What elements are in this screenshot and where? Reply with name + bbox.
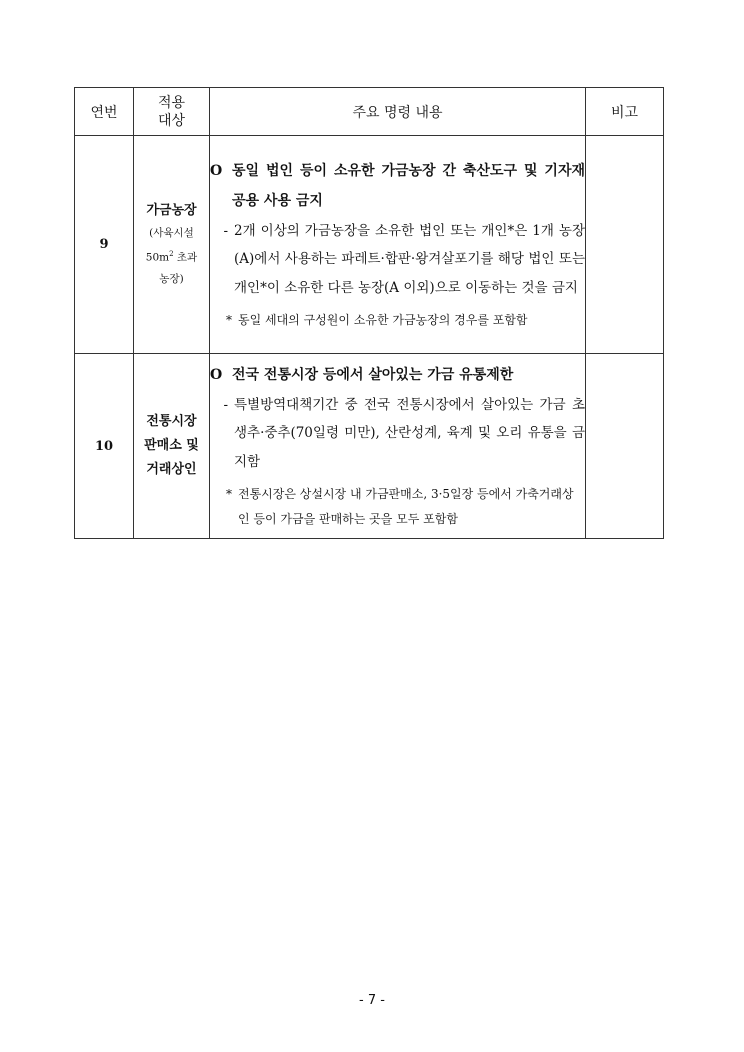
target-sub-1: (사육시설 (149, 227, 194, 240)
main-order (210, 360, 585, 390)
main-order-text: 전국 전통시장 등에서 살아있는 가금 유통제한 (232, 366, 514, 383)
header-row (75, 88, 664, 136)
target-sub-2-sup: 2 (169, 250, 174, 259)
table-row (75, 136, 664, 354)
header-remarks: 비고 (586, 88, 664, 136)
header-target-line2: 대상 (157, 112, 186, 129)
main-order-marker: O (210, 162, 223, 179)
main-order-text: 동일 법인 등이 소유한 가금농장 간 축산도구 및 기자재 공용 사용 금지 (232, 162, 585, 209)
header-no: 연번 (75, 88, 134, 136)
footnote (210, 482, 585, 532)
header-target (134, 88, 210, 136)
footnote-marker: * (226, 487, 232, 502)
sub-order-text: 2개 이상의 가금농장을 소유한 법인 또는 개인*은 1개 농장(A)에서 사용하는 파레트·합판·왕겨살포기를 해당 법인 또는 개인*이 소유한 다른 농장(A 이외)으로 이동하는 것을 금지 (234, 222, 585, 296)
row-target (134, 354, 210, 539)
table-row (75, 354, 664, 539)
row-target (134, 136, 210, 354)
sub-order (210, 217, 585, 303)
sub-order-marker: - (223, 222, 228, 239)
target-sub-3: 농장) (159, 272, 184, 285)
header-content: 주요 명령 내용 (210, 88, 586, 136)
target-line-3: 거래상인 (146, 462, 197, 477)
orders-table (74, 87, 664, 539)
row-number: 10 (75, 354, 134, 539)
footnote-text: 동일 세대의 구성원이 소유한 가금농장의 경우를 포함함 (238, 313, 528, 328)
main-order-marker: O (210, 366, 223, 383)
footnote-text: 전통시장은 상설시장 내 가금판매소, 3·5일장 등에서 가축거래상인 등이 가금을 판매하는 곳을 모두 포함함 (238, 487, 574, 527)
footnote (210, 308, 585, 333)
row-content (210, 136, 586, 354)
page-number: - 7 - (359, 993, 385, 1008)
sub-order-marker: - (223, 396, 228, 413)
footnote-marker: * (226, 313, 232, 328)
target-sub-2 (134, 244, 209, 269)
target-line-2: 판매소 및 (144, 438, 199, 453)
row-content (210, 354, 586, 539)
target-line-1: 전통시장 (146, 414, 197, 429)
target-sub-2-pre: 50m (145, 251, 170, 264)
row-number: 9 (75, 136, 134, 354)
sub-order-text: 특별방역대책기간 중 전국 전통시장에서 살아있는 가금 초생추·중추(70일령 미만), 산란성계, 육계 및 오리 유통을 금지함 (234, 396, 585, 470)
row-remarks (586, 354, 664, 539)
header-target-line1: 적용 (157, 94, 186, 111)
target-sub-2-post: 초과 (173, 251, 198, 264)
main-order (210, 156, 585, 216)
target-main: 가금농장 (146, 203, 197, 219)
row-remarks (586, 136, 664, 354)
sub-order (210, 391, 585, 477)
